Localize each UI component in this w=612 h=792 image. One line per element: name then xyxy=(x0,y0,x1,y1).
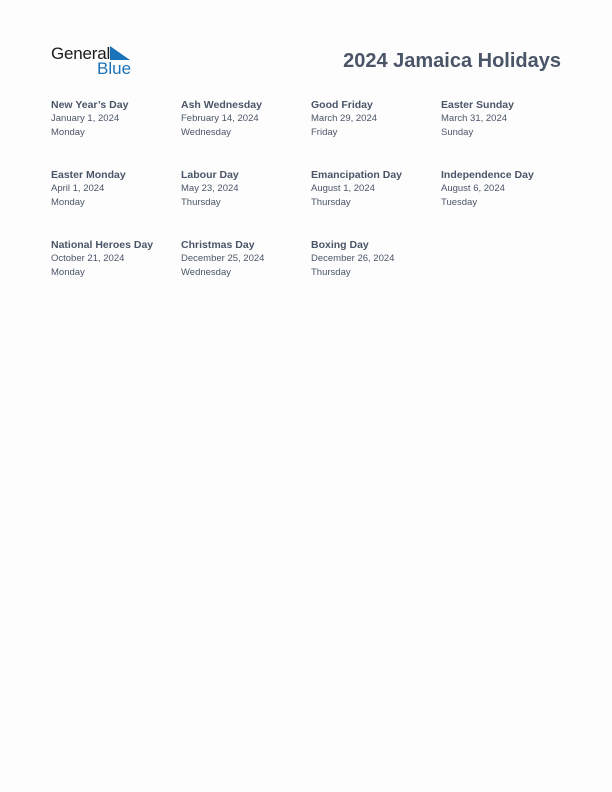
holiday-item xyxy=(51,98,179,140)
holiday-name: Good Friday xyxy=(311,99,373,111)
holiday-date: March 29, 2024 xyxy=(311,113,378,124)
holiday-name: National Heroes Day xyxy=(51,239,154,251)
generalblue-logo xyxy=(51,44,141,78)
holiday-name: Labour Day xyxy=(181,169,239,181)
holiday-item xyxy=(181,238,309,280)
holiday-weekday: Tuesday xyxy=(441,197,478,208)
holiday-item xyxy=(311,98,439,140)
holiday-date: August 6, 2024 xyxy=(441,183,505,194)
page-title: 2024 Jamaica Holidays xyxy=(343,50,561,72)
holiday-weekday: Sunday xyxy=(441,127,474,138)
holiday-name: Independence Day xyxy=(441,169,534,181)
holiday-name: Boxing Day xyxy=(311,239,369,251)
holiday-item xyxy=(181,168,309,210)
holiday-item xyxy=(51,238,179,280)
holiday-weekday: Monday xyxy=(51,197,85,208)
holiday-date: October 21, 2024 xyxy=(51,253,125,264)
holiday-date: December 26, 2024 xyxy=(311,253,395,264)
holiday-date: March 31, 2024 xyxy=(441,113,508,124)
holiday-weekday: Thursday xyxy=(181,197,221,208)
holiday-date: April 1, 2024 xyxy=(51,183,105,194)
logo-word-blue: Blue xyxy=(97,59,132,78)
holiday-item xyxy=(441,98,569,140)
holiday-item xyxy=(311,168,439,210)
holiday-date: May 23, 2024 xyxy=(181,183,239,194)
holiday-weekday: Friday xyxy=(311,127,338,138)
holiday-item xyxy=(181,98,309,140)
holiday-item xyxy=(441,168,569,210)
holiday-weekday: Monday xyxy=(51,127,85,138)
holiday-name: Ash Wednesday xyxy=(181,99,262,111)
holiday-name: New Year’s Day xyxy=(51,99,129,111)
holiday-weekday: Thursday xyxy=(311,197,351,208)
holiday-date: February 14, 2024 xyxy=(181,113,259,124)
holiday-weekday: Thursday xyxy=(311,267,351,278)
logo-flag-icon xyxy=(110,46,130,60)
holiday-weekday: Monday xyxy=(51,267,85,278)
holiday-name: Easter Sunday xyxy=(441,99,514,111)
holiday-item xyxy=(311,238,439,280)
holiday-name: Christmas Day xyxy=(181,239,255,251)
holiday-weekday: Wednesday xyxy=(181,127,231,138)
holiday-name: Emancipation Day xyxy=(311,169,403,181)
logo-word-general: General xyxy=(51,44,111,63)
holiday-item xyxy=(51,168,179,210)
holiday-weekday: Wednesday xyxy=(181,267,231,278)
holiday-date: December 25, 2024 xyxy=(181,253,265,264)
holiday-date: January 1, 2024 xyxy=(51,113,120,124)
holiday-name: Easter Monday xyxy=(51,169,126,181)
holiday-date: August 1, 2024 xyxy=(311,183,375,194)
